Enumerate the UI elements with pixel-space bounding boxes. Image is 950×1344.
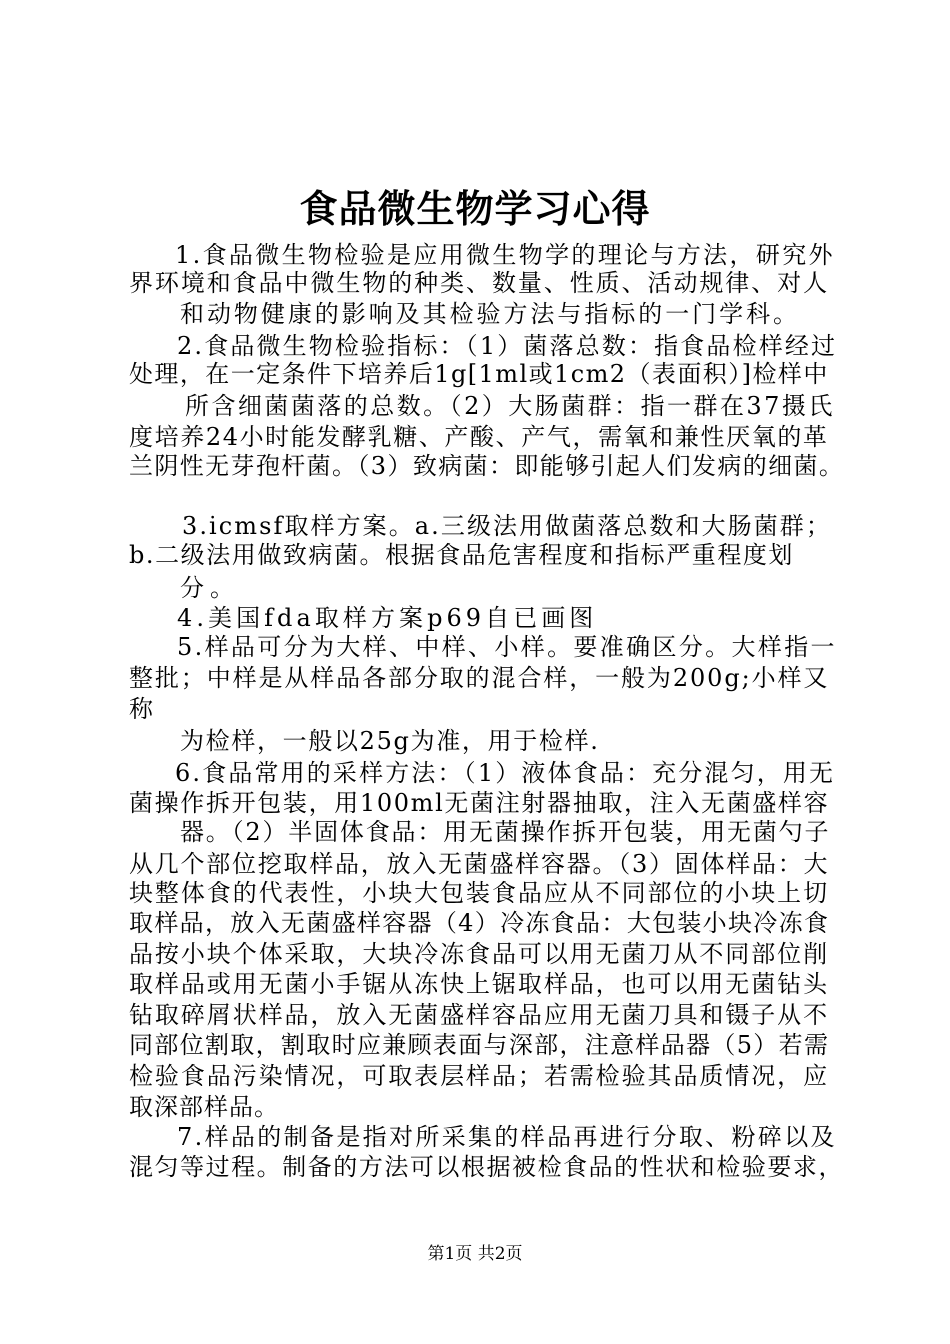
body-line: 为检样，一般以25g为准，用于检样. (180, 727, 600, 755)
body-line: 混匀等过程。制备的方法可以根据被检食品的性状和检验要求， (129, 1153, 844, 1181)
body-line: 菌操作拆开包装，用100ml无菌注射器抽取，注入无菌盛样容 (129, 789, 830, 817)
body-line: 品按小块个体采取，大块冷冻食品可以用无菌刀从不同部位削 (129, 940, 829, 968)
body-line: 分。 (180, 574, 240, 602)
body-line: 1.食品微生物检验是应用微生物学的理论与方法，研究外 (175, 241, 835, 269)
body-line: 所含细菌菌落的总数。（2）大肠菌群：指一群在37摄氏 (185, 392, 835, 420)
body-line: 界环境和食品中微生物的种类、数量、性质、活动规律、对人 (129, 269, 829, 297)
body-line: 和动物健康的影响及其检验方法与指标的一门学科。 (180, 300, 800, 328)
page-title: 食品微生物学习心得 (299, 186, 651, 231)
body-line: 取深部样品。 (129, 1093, 279, 1121)
body-line: 称 (129, 695, 169, 723)
body-line: 3.icmsf取样方案。a.三级法用做菌落总数和大肠菌群； (182, 512, 832, 540)
body-line: b.二级法用做致病菌。根据食品危害程度和指标严重程度划 (129, 541, 794, 569)
body-line: 2.食品微生物检验指标：（1）菌落总数：指食品检样经过 (177, 332, 838, 360)
body-line: 处理，在一定条件下培养后1g[1ml或1cm2（表面积）]检样中 (129, 360, 829, 388)
body-line: 检验食品污染情况，可取表层样品；若需检验其品质情况，应 (129, 1062, 829, 1090)
body-line: 5.样品可分为大样、中样、小样。要准确区分。大样指一 (177, 633, 837, 661)
body-line: 钻取碎屑状样品，放入无菌盛样容品应用无菌刀具和镊子从不 (129, 1001, 829, 1029)
body-line: 7.样品的制备是指对所采集的样品再进行分取、粉碎以及 (177, 1123, 837, 1151)
body-line: 取样品，放入无菌盛样容器（4）冷冻食品：大包装小块冷冻食 (129, 909, 830, 937)
body-line: 4.美国fda取样方案p69自已画图 (177, 604, 598, 632)
body-line: 兰阴性无芽孢杆菌。（3）致病菌：即能够引起人们发病的细菌。 (129, 452, 845, 480)
body-line: 取样品或用无菌小手锯从冻快上锯取样品，也可以用无菌钻头 (129, 970, 829, 998)
body-line: 从几个部位挖取样品，放入无菌盛样容器。（3）固体样品：大 (129, 850, 830, 878)
body-line: 同部位割取，割取时应兼顾表面与深部，注意样品器（5）若需 (129, 1031, 830, 1059)
body-line: 6.食品常用的采样方法：（1）液体食品：充分混匀，用无 (175, 759, 836, 787)
page-number-footer: 第1页 共2页 (427, 1244, 523, 1264)
body-line: 整批；中样是从样品各部分取的混合样，一般为200g;小样又 (129, 664, 830, 692)
body-line: 度培养24小时能发酵乳糖、产酸、产气，需氧和兼性厌氧的革 (129, 423, 829, 451)
body-line: 块整体食的代表性，小块大包装食品应从不同部位的小块上切 (129, 879, 829, 907)
body-line: 器。（2）半固体食品：用无菌操作拆开包装，用无菌勺子 (180, 818, 831, 846)
